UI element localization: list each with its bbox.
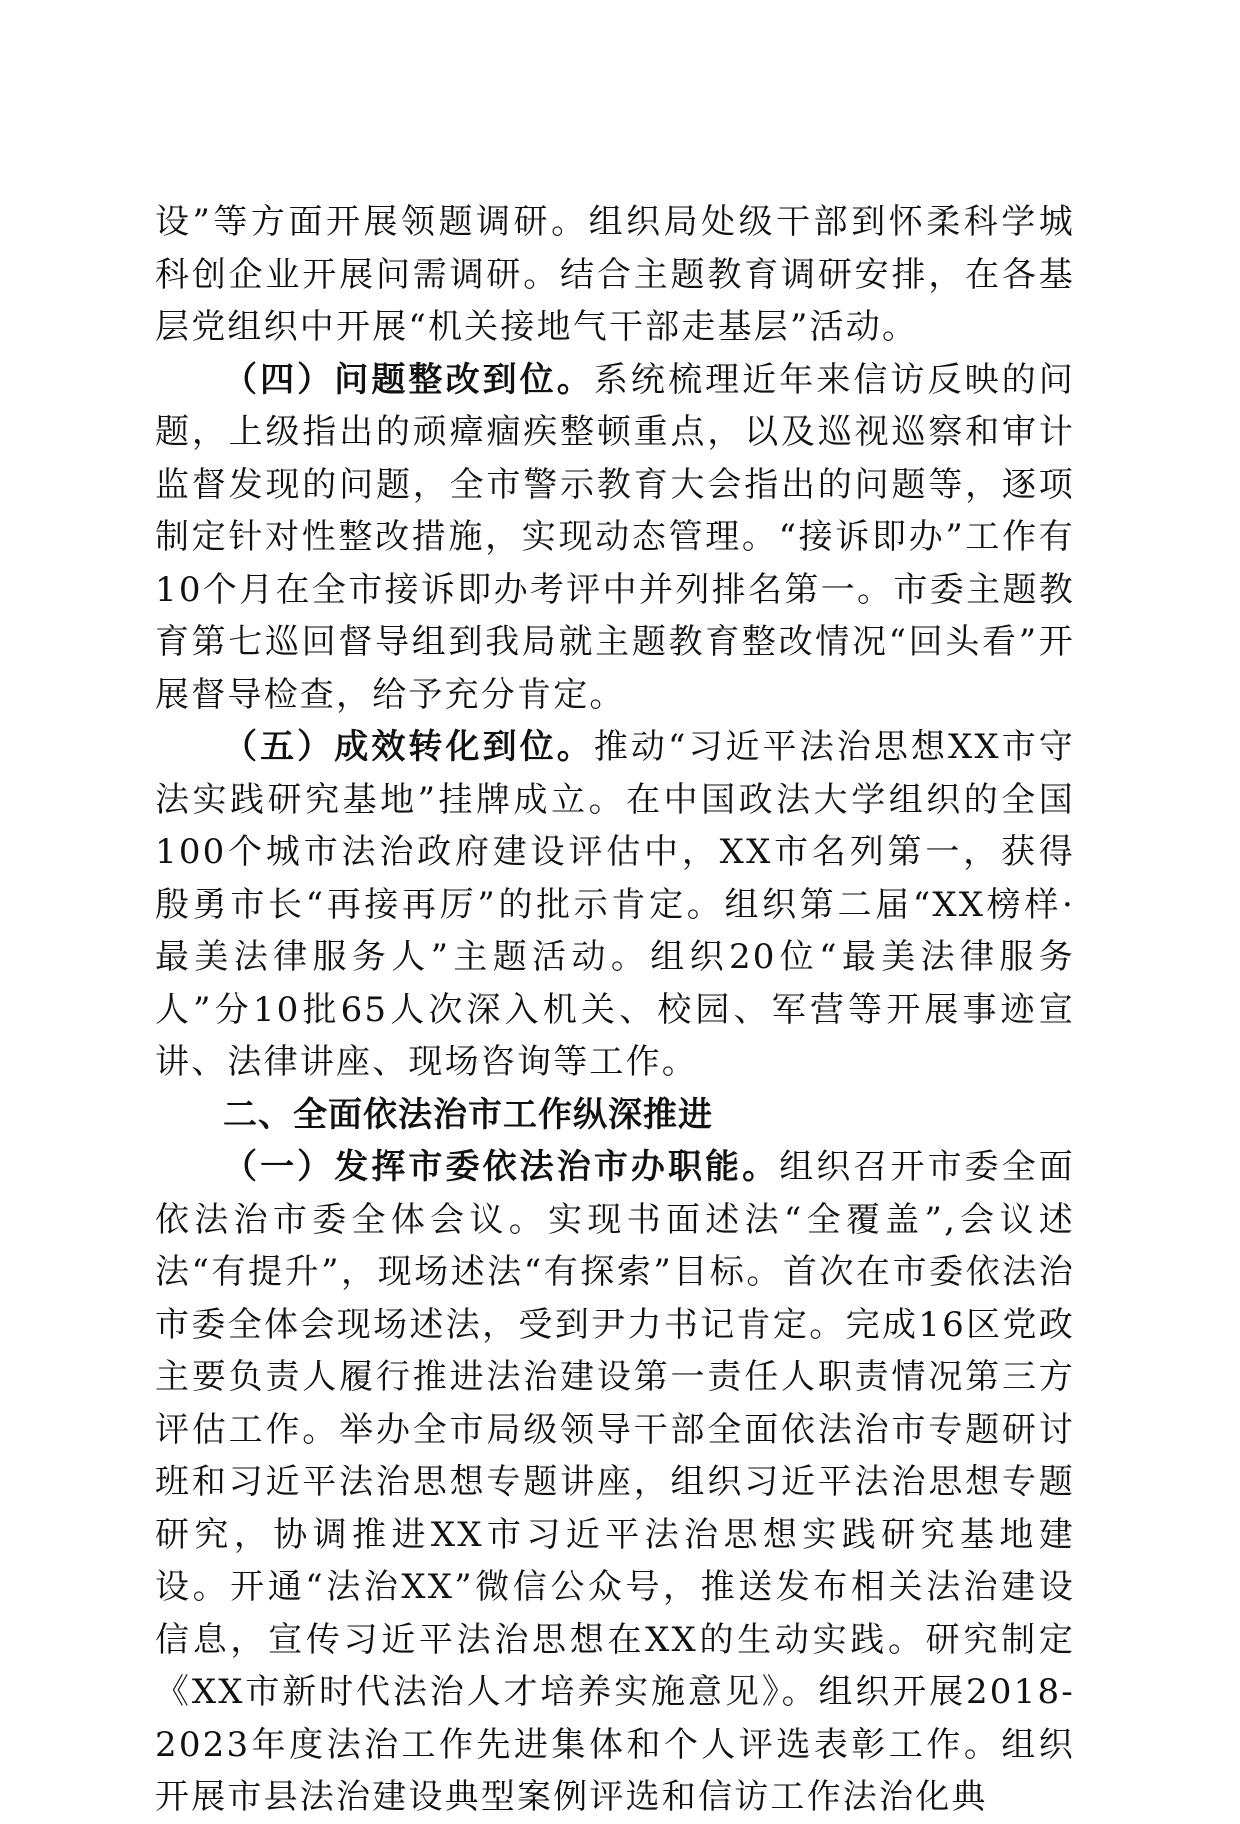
subsection-lead: （五）成效转化到位。	[223, 727, 594, 767]
paragraph-text: 系统梳理近年来信访反映的问题，上级指出的顽瘴痼疾整顿重点，以及巡视巡察和审计监督发现的问题，全市警示教育大会指出的问题等，逐项制定针对性整改措施，实现动态管理。“接诉即办”工作有10个月在全市接诉即办考评中并列排名第一。市委主题教育第七巡回督导组到我局就主题教育整改情况“回头看”开展督导检查，给予充分肯定。	[155, 359, 1076, 715]
document-body	[155, 196, 1075, 1824]
paragraph-continuation	[155, 196, 1075, 354]
paragraph-text: 组织召开市委全面依法治市委全体会议。实现书面述法“全覆盖”,会议述法“有提升”，现场述法“有探索”目标。首次在市委依法治市委全体会现场述法，受到尹力书记肯定。完成16区党政主要负责人履行推进法治建设第一责任人职责情况第三方评估工作。举办全市局级领导干部全面依法治市专题研讨班和习近平法治思想专题讲座，组织习近平法治思想专题研究，协调推进XX市习近平法治思想实践研究基地建设。开通“法治XX”微信公众号，推送发布相关法治建设信息，宣传习近平法治思想在XX的生动实践。研究制定《XX市新时代法治人才培养实施意见》。组织开展2018-2023年度法治工作先进集体和个人评选表彰工作。组织开展市县法治建设典型案例评选和信访工作法治化典	[155, 1147, 1076, 1817]
paragraph-text: 推动“习近平法治思想XX市守法实践研究基地”挂牌成立。在中国政法大学组织的全国100个城市法治政府建设评估中，XX市名列第一，获得殷勇市长“再接再厉”的批示肯定。组织第二届“XX榜样·最美法律服务人”主题活动。组织20位“最美法律服务人”分10批65人次深入机关、校园、军营等开展事迹宣讲、法律讲座、现场咨询等工作。	[155, 727, 1076, 1082]
section-heading: 二、全面依法治市工作纵深推进	[223, 1094, 713, 1135]
paragraph-rule-of-law-office	[155, 1141, 1075, 1824]
paragraph-problem-rectification	[155, 354, 1075, 722]
subsection-lead: （一）发挥市委依法治市办职能。	[223, 1147, 780, 1187]
paragraph-text: 设”等方面开展领题调研。组织局处级干部到怀柔科学城科创企业开展问需调研。结合主题教育调研安排，在各基层党组织中开展“机关接地气干部走基层”活动。	[155, 202, 1075, 347]
subsection-lead: （四）问题整改到位。	[223, 359, 594, 400]
paragraph-results-transformation	[155, 721, 1075, 1089]
